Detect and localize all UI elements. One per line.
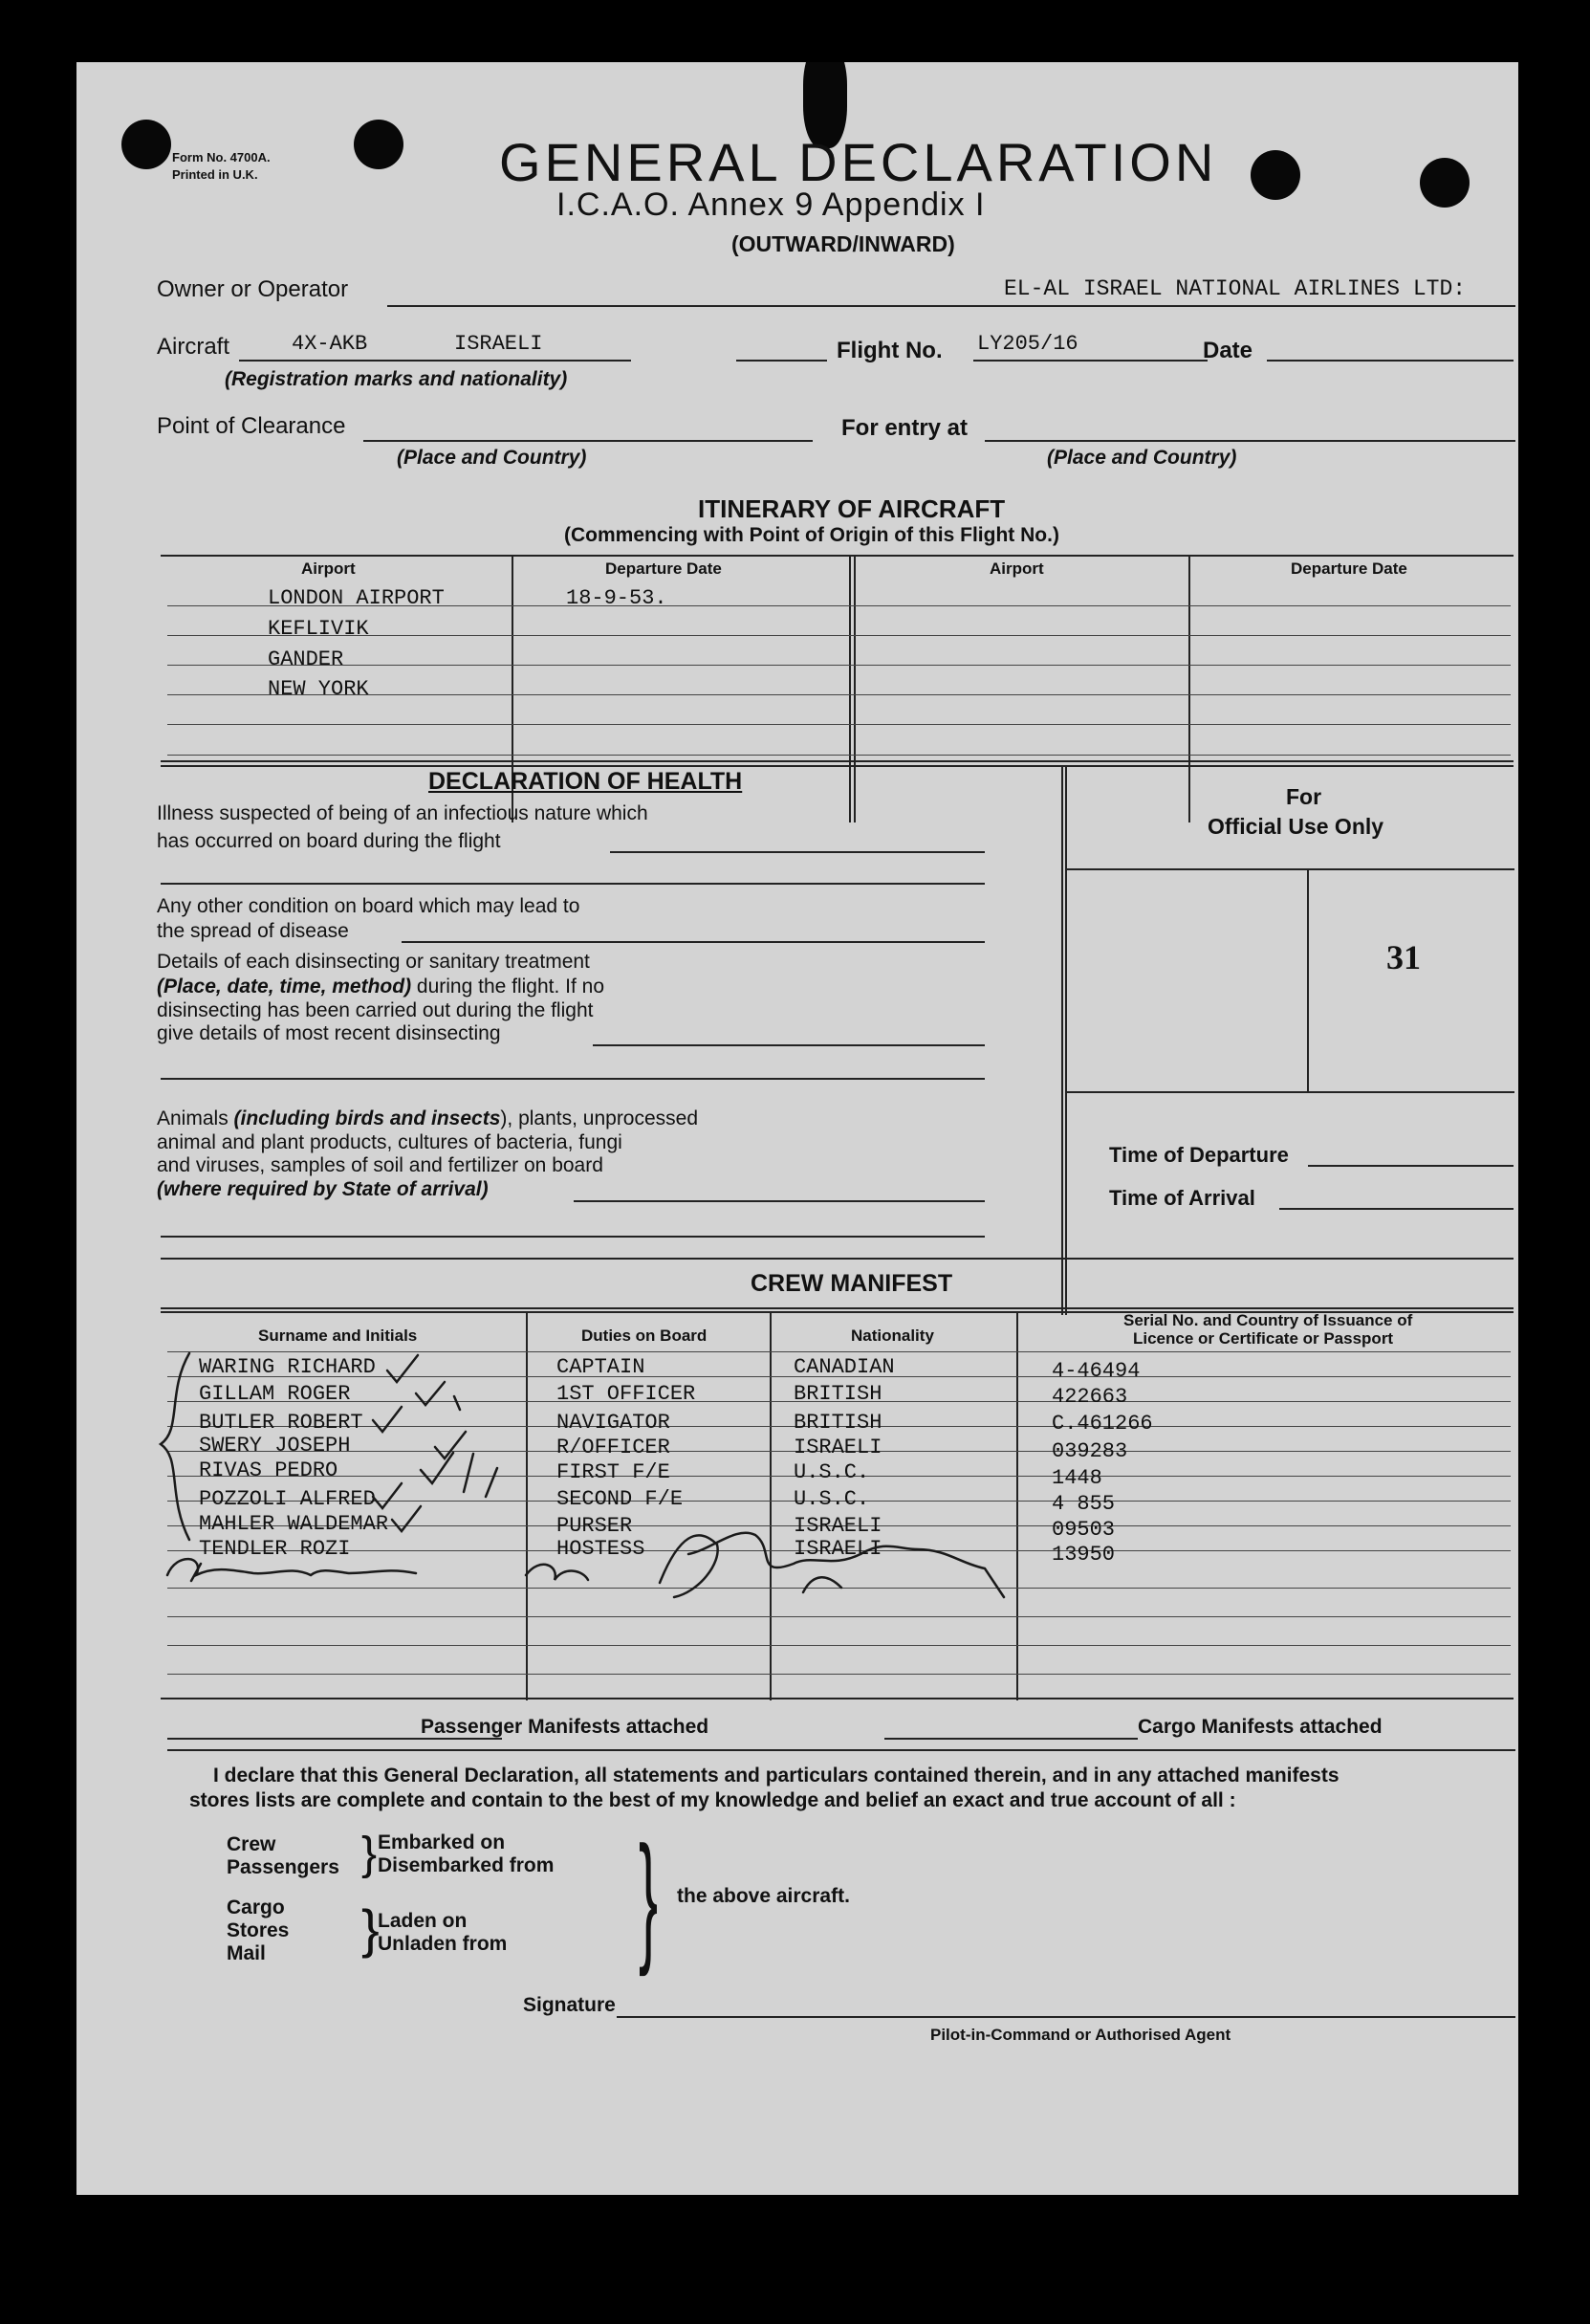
entry-label: For entry at bbox=[841, 415, 969, 441]
crew-nationality: ISRAELI bbox=[794, 1537, 882, 1561]
itinerary-subtitle: (Commencing with Point of Origin of this Flight No.) bbox=[564, 524, 1059, 546]
health-q4-line4: (where required by State of arrival) bbox=[157, 1178, 489, 1200]
clearance-label: Point of Clearance bbox=[157, 413, 346, 439]
brace: } bbox=[361, 1829, 378, 1879]
crew-nationality: BRITISH bbox=[794, 1382, 882, 1406]
flight-label: Flight No. bbox=[837, 338, 943, 363]
time-departure-label: Time of Departure bbox=[1109, 1143, 1289, 1167]
health-title: DECLARATION OF HEALTH bbox=[428, 768, 743, 795]
crew-nationality: ISRAELI bbox=[794, 1514, 882, 1538]
health-q1-line2: has occurred on board during the flight bbox=[157, 830, 501, 852]
crew-duty: PURSER bbox=[556, 1514, 633, 1538]
crew-serial: 4-46494 bbox=[1052, 1359, 1141, 1383]
aircraft-caption: (Registration marks and nationality) bbox=[225, 368, 568, 390]
crew-header-nationality: Nationality bbox=[851, 1326, 934, 1345]
signature-label: Signature bbox=[523, 1994, 616, 2016]
signature-caption: Pilot-in-Command or Authorised Agent bbox=[930, 2026, 1231, 2044]
page-title: GENERAL DECLARATION bbox=[499, 132, 1218, 192]
declaration-line2: stores lists are complete and contain to the best of my knowledge and belief an exact and true account of all : bbox=[189, 1789, 1236, 1811]
crew-nationality: ISRAELI bbox=[794, 1436, 882, 1459]
health-q2-line2: the spread of disease bbox=[157, 920, 349, 942]
itinerary-airport: KEFLIVIK bbox=[268, 617, 369, 641]
health-q4-italic: (including birds and insects bbox=[233, 1107, 501, 1129]
general-declaration-form bbox=[76, 62, 1518, 2195]
crew-header-serial: Serial No. and Country of Issuance of bbox=[1123, 1311, 1413, 1329]
itinerary-header-airport: Airport bbox=[301, 559, 356, 578]
crew-name: BUTLER ROBERT bbox=[199, 1411, 363, 1435]
declaration-line1: I declare that this General Declaration, all statements and particulars contained therein, and in any attached manifests bbox=[213, 1765, 1340, 1787]
decl-tail: the above aircraft. bbox=[677, 1885, 850, 1907]
crew-nationality: CANADIAN bbox=[794, 1355, 895, 1379]
crew-name: TENDLER ROZI bbox=[199, 1537, 351, 1561]
passenger-manifests-label: Passenger Manifests attached bbox=[421, 1716, 709, 1738]
decl-mail: Mail bbox=[227, 1942, 266, 1964]
itinerary-header-airport-2: Airport bbox=[990, 559, 1044, 578]
crew-duty: HOSTESS bbox=[556, 1537, 645, 1561]
entry-caption: (Place and Country) bbox=[1047, 447, 1237, 469]
crew-serial: 13950 bbox=[1052, 1543, 1116, 1567]
itinerary-title: ITINERARY OF AIRCRAFT bbox=[698, 494, 1006, 523]
decl-crew: Crew bbox=[227, 1833, 276, 1855]
health-q4-rest: ), plants, unprocessed bbox=[500, 1107, 699, 1129]
crew-serial: 4 855 bbox=[1052, 1492, 1116, 1516]
health-q4-line3: and viruses, samples of soil and fertilizer on board bbox=[157, 1154, 603, 1176]
crew-duty: 1ST OFFICER bbox=[556, 1382, 696, 1406]
page-subtitle: I.C.A.O. Annex 9 Appendix I bbox=[556, 186, 986, 223]
form-number: Form No. 4700A. bbox=[172, 150, 271, 164]
decl-cargo: Cargo bbox=[227, 1896, 285, 1918]
health-q3-italic: (Place, date, time, method) bbox=[157, 976, 412, 998]
health-q1-line1: Illness suspected of being of an infectious nature which bbox=[157, 802, 648, 824]
crew-name: RIVAS PEDRO bbox=[199, 1458, 338, 1482]
cargo-manifests-label: Cargo Manifests attached bbox=[1138, 1716, 1383, 1738]
aircraft-label: Aircraft bbox=[157, 334, 230, 360]
crew-serial: C.461266 bbox=[1052, 1412, 1153, 1436]
crew-serial: 422663 bbox=[1052, 1385, 1128, 1409]
decl-embarked: Embarked on bbox=[378, 1831, 506, 1853]
crew-serial: 09503 bbox=[1052, 1518, 1116, 1542]
crew-header-duty: Duties on Board bbox=[581, 1326, 708, 1345]
crew-duty: CAPTAIN bbox=[556, 1355, 645, 1379]
crew-duty: FIRST F/E bbox=[556, 1460, 670, 1484]
health-q2-line1: Any other condition on board which may lead to bbox=[157, 895, 580, 917]
health-q4-plain: Animals bbox=[157, 1107, 234, 1129]
owner-label: Owner or Operator bbox=[157, 276, 349, 302]
official-use-label: For bbox=[1286, 784, 1322, 809]
crew-header-serial-2: Licence or Certificate or Passport bbox=[1133, 1329, 1394, 1348]
printed-note: Printed in U.K. bbox=[172, 167, 258, 182]
crew-duty: SECOND F/E bbox=[556, 1487, 684, 1511]
clearance-caption: (Place and Country) bbox=[397, 447, 587, 469]
itinerary-airport: LONDON AIRPORT bbox=[268, 586, 445, 610]
owner-value: EL-AL ISRAEL NATIONAL AIRLINES LTD: bbox=[1004, 276, 1467, 301]
crew-duty: R/OFFICER bbox=[556, 1436, 670, 1459]
crew-name: WARING RICHARD bbox=[199, 1355, 376, 1379]
crew-nationality: BRITISH bbox=[794, 1411, 882, 1435]
decl-passengers: Passengers bbox=[227, 1856, 339, 1878]
decl-unladen: Unladen from bbox=[378, 1933, 508, 1955]
aircraft-nationality: ISRAELI bbox=[454, 332, 543, 356]
crew-serial: 039283 bbox=[1052, 1439, 1128, 1463]
health-q3-line3: disinsecting has been carried out during the flight bbox=[157, 999, 594, 1021]
crew-name: GILLAM ROGER bbox=[199, 1382, 351, 1406]
crew-name: MAHLER WALDEMAR bbox=[199, 1512, 389, 1536]
itinerary-date: 18-9-53. bbox=[566, 586, 667, 610]
brace: } bbox=[361, 1898, 380, 1959]
crew-name: SWERY JOSEPH bbox=[199, 1434, 351, 1458]
itinerary-header-date-2: Departure Date bbox=[1291, 559, 1407, 578]
time-arrival-label: Time of Arrival bbox=[1109, 1186, 1255, 1210]
official-number: 31 bbox=[1386, 938, 1421, 976]
direction-label: (OUTWARD/INWARD) bbox=[731, 231, 955, 256]
health-q3-line1: Details of each disinsecting or sanitary treatment bbox=[157, 951, 590, 973]
crew-duty: NAVIGATOR bbox=[556, 1411, 670, 1435]
crew-header-name: Surname and Initials bbox=[258, 1326, 418, 1345]
crew-nationality: U.S.C. bbox=[794, 1487, 870, 1511]
crew-title: CREW MANIFEST bbox=[751, 1270, 953, 1297]
flight-value: LY205/16 bbox=[977, 332, 1078, 356]
decl-laden: Laden on bbox=[378, 1910, 468, 1932]
health-q3-rest: during the flight. If no bbox=[411, 976, 605, 998]
brace: } bbox=[639, 1816, 659, 1977]
itinerary-airport: GANDER bbox=[268, 647, 344, 671]
itinerary-header-date: Departure Date bbox=[605, 559, 722, 578]
decl-stores: Stores bbox=[227, 1919, 290, 1941]
crew-serial: 1448 bbox=[1052, 1466, 1102, 1490]
crew-name: POZZOLI ALFRED bbox=[199, 1487, 376, 1511]
handwritten-annotations bbox=[76, 62, 1518, 1745]
health-q3-line4: give details of most recent disinsecting bbox=[157, 1022, 501, 1044]
health-q4-line2: animal and plant products, cultures of bacteria, fungi bbox=[157, 1131, 622, 1153]
itinerary-airport: NEW YORK bbox=[268, 677, 369, 701]
date-label: Date bbox=[1203, 338, 1253, 363]
official-use-label: Official Use Only bbox=[1208, 814, 1384, 839]
aircraft-registration: 4X-AKB bbox=[292, 332, 368, 356]
crew-nationality: U.S.C. bbox=[794, 1460, 870, 1484]
decl-disembarked: Disembarked from bbox=[378, 1854, 555, 1876]
